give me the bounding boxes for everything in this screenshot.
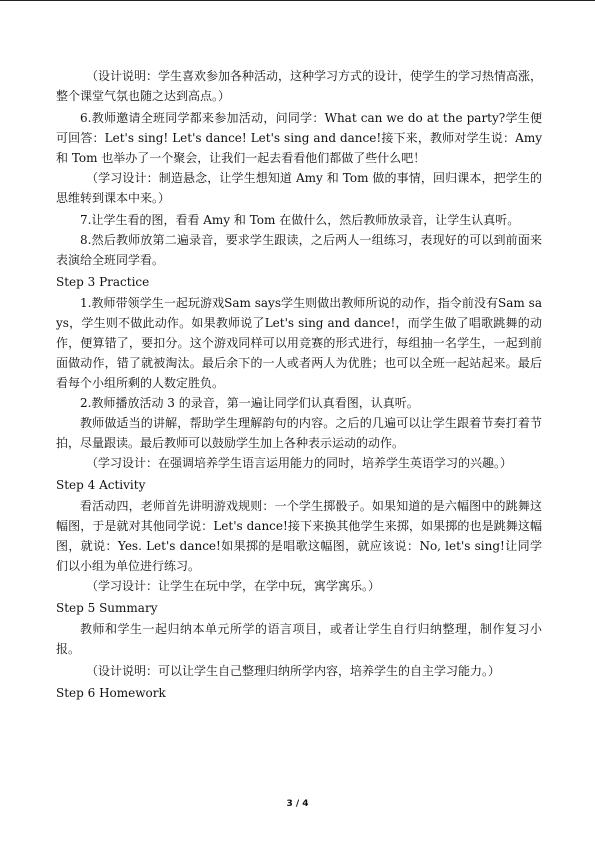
- document-body: [56, 66, 546, 704]
- paragraph: 看活动四，老师首先讲明游戏规则：一个学生掷骰子。如果知道的是六幅图中的跳舞这幅图，于是就对其他同学说：Let's dance!接下来换其他学生来掷，如果掷的也是跳舞这幅图，就说：Yes. Let's dance!如果掷的是唱歌这幅图，就应该说：No, let's sing!让同学们以小组为单位进行练习。: [56, 499, 542, 573]
- section-heading: Step 3 Practice: [56, 275, 150, 289]
- paragraph: 7.让学生看的图，看看 Amy 和 Tom 在做什么，然后教师放录音，让学生认真听。: [80, 213, 520, 227]
- page-number: 3 / 4: [286, 799, 309, 809]
- paragraph: （设计说明：可以让学生自己整理归纳所学内容，培养学生的自主学习能力。）: [86, 664, 501, 678]
- paragraph: （学习设计：让学生在玩中学，在学中玩，寓学寓乐。）: [86, 579, 381, 593]
- section-heading: Step 4 Activity: [56, 478, 146, 492]
- paragraph: （设计说明：学生喜欢参加各种活动，这种学习方式的设计，使学生的学习热情高涨，整个课堂气氛也随之达到高点。）: [56, 69, 543, 103]
- paragraph: 1.教师带领学生一起玩游戏Sam says学生则做出教师所说的动作，指令前没有Sam says，学生则不做此动作。如果教师说了Let's sing and dance!，而学生做了唱歌跳舞的动作，便算错了，要扣分。这个游戏同样可以用竞赛的形式进行，每组抽一名学生，一起到前面做动作，错了就被淘汰。最后余下的一人或者两人为优胜；也可以全班一起站起来。最后看每个小组所剩的人数定胜负。: [56, 296, 542, 390]
- paragraph: （学习设计：在强调培养学生语言运用能力的同时，培养学生英语学习的兴趣。）: [86, 456, 513, 470]
- paragraph: 6.教师邀请全班同学都来参加活动，问同学：What can we do at the party?学生便可回答：Let's sing! Let's dance! Let's sing and dance!接下来，教师对学生说：Amy 和 Tom 也举办了一个聚会，让我们一起去看看他们都做了些什么吧！: [56, 111, 546, 165]
- paragraph: 2.教师播放活动 3 的录音，第一遍让同学们认真看图，认真听。: [80, 396, 419, 410]
- top-border-line: [0, 0, 595, 1]
- paragraph: 教师和学生一起归纳本单元所学的语言项目，或者让学生自行归纳整理，制作复习小报。: [56, 622, 542, 656]
- paragraph: （学习设计：制造悬念，让学生想知道 Amy 和 Tom 做的事情，回归课本，把学生的思维转到课本中来。）: [56, 171, 542, 205]
- paragraph: 8.然后教师放第二遍录音，要求学生跟读，之后两人一组练习，表现好的可以到前面来表演给全班同学看。: [56, 233, 542, 267]
- paragraph: 教师做适当的讲解，帮助学生理解韵句的内容。之后的几遍可以让学生跟着节奏打着节拍，尽量跟读。最后教师可以鼓励学生加上各种表示运动的动作。: [56, 416, 542, 450]
- section-heading: Step 5 Summary: [56, 601, 158, 615]
- section-heading: Step 6 Homework: [56, 686, 166, 700]
